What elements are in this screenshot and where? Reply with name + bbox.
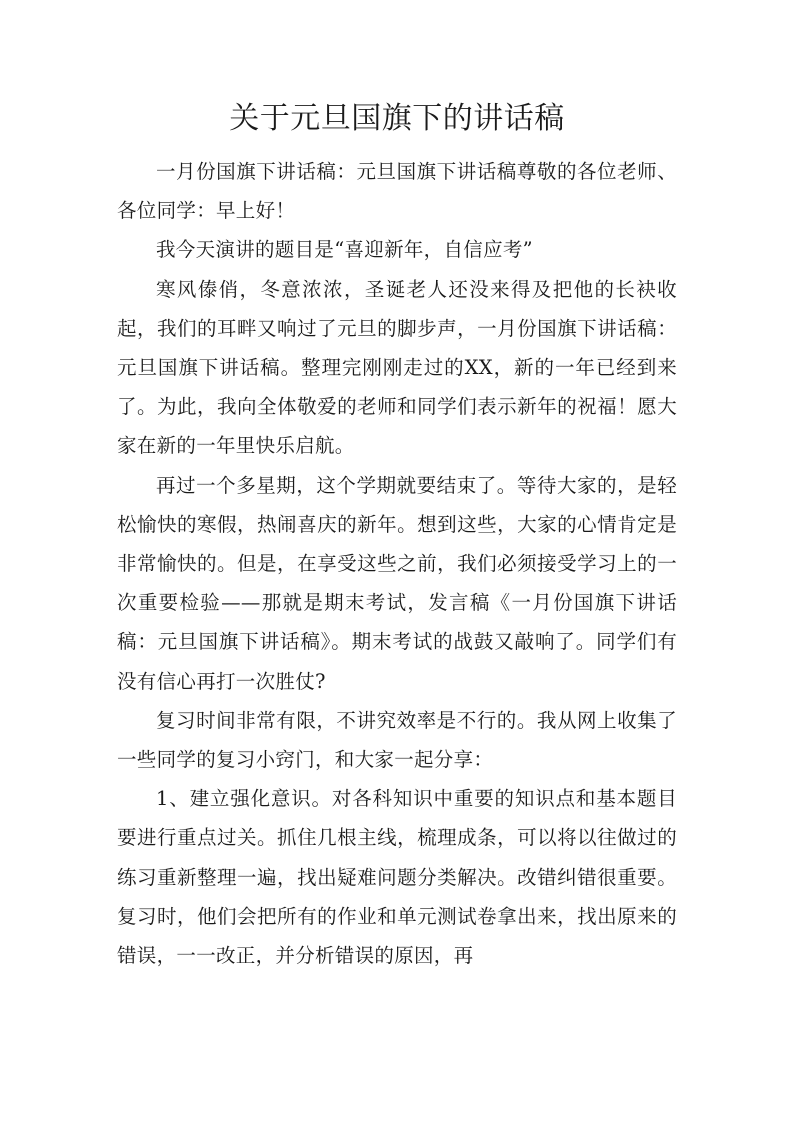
paragraph-exam: 再过一个多星期，这个学期就要结束了。等待大家的，是轻松愉快的寒假，热闹喜庆的新年。想到这些，大家的心情肯定是非常愉快的。但是，在享受这些之前，我们必须接受学习上的一次重要检验——那就是期末考试，发言稿《一月份国旗下讲话稿：元旦国旗下讲话稿》。期末考试的战鼓又敲响了。同学们有没有信心再打一次胜仗? [117, 473, 677, 693]
document-page [117, 92, 677, 975]
paragraph-review-tips: 复习时间非常有限，不讲究效率是不行的。我从网上收集了一些同学的复习小窍门，和大家一起分享： [117, 708, 677, 772]
paragraph-new-year: 寒风傣俏，冬意浓浓，圣诞老人还没来得及把他的长袂收起，我们的耳畔又响过了元旦的脚步声，一月份国旗下讲话稿：元旦国旗下讲话稿。整理完刚刚走过的XX，新的一年已经到来了。为此，我向全体敬爱的老师和同学们表示新年的祝福！愿大家在新的一年里快乐启航。 [117, 277, 677, 458]
paragraph-topic: 我今天演讲的题目是“喜迎新年，自信应考” [156, 238, 533, 262]
document-title: 关于元旦国旗下的讲话稿 [229, 101, 565, 136]
paragraph-greeting: 一月份国旗下讲话稿：元旦国旗下讲话稿尊敬的各位老师、各位同学：早上好！ [117, 160, 677, 223]
paragraph-tip-1: 1、建立强化意识。对各科知识中重要的知识点和基本题目要进行重点过关。抓住几根主线，梳理成条，可以将以往做过的练习重新整理一遍，找出疑难问题分类解决。改错纠错很重要。复习时，他们会把所有的作业和单元测试卷拿出来，找出原来的错误，一一改正，并分析错误的原因，再 [117, 787, 677, 968]
